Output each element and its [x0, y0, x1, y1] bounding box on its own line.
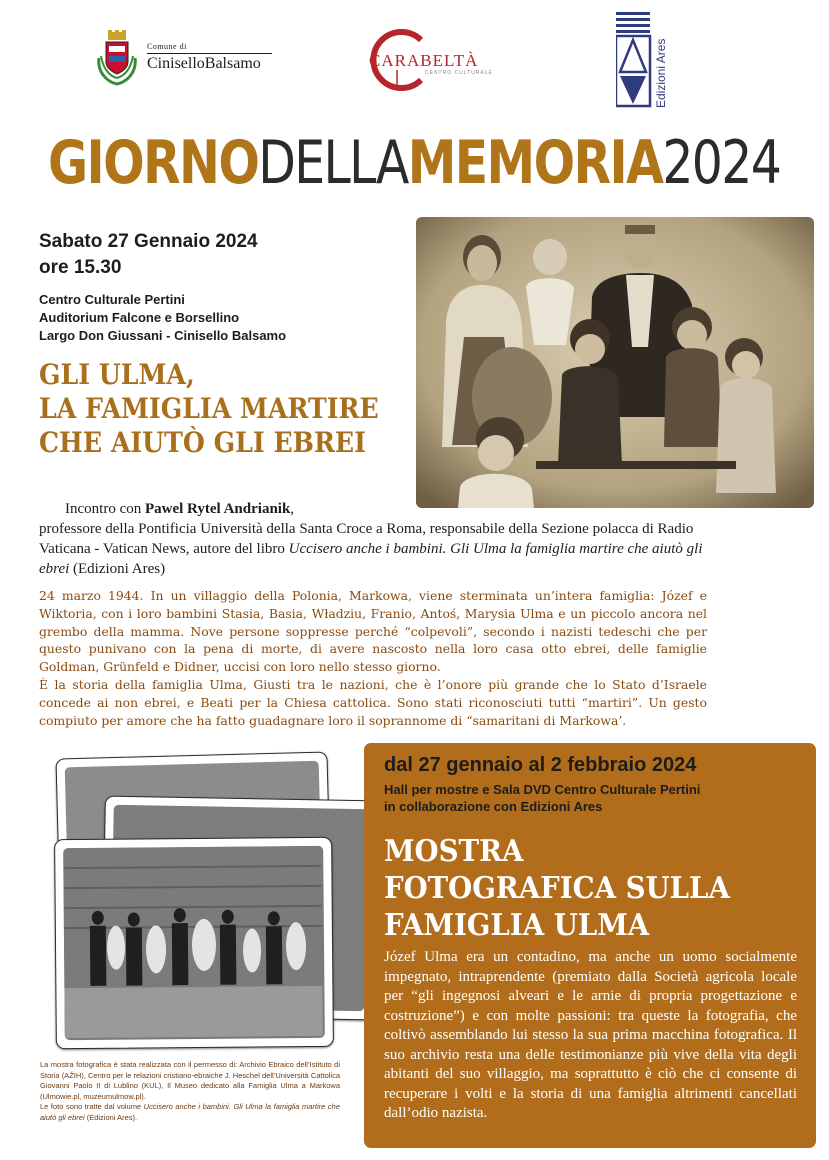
credits-main: La mostra fotografica è stata realizzata con il permesso di: Archivio Ebraico dell’Istituto di Storia (AŽIH), Centro per le relazioni cristiano-ebraiche J. Heschel dell’Università Cattolica Giovanni Paolo II di Lublino (KUL), Il Museo dedicato alla Famiglia Ulma a Markowa (Ulmowie.pl, muzeumulmow.pl).	[40, 1060, 340, 1101]
story-text	[39, 587, 707, 729]
credits-source	[40, 1102, 340, 1123]
headline-line: CHE AIUTÒ GLI EBREI	[39, 426, 366, 459]
event-date: Sabato 27 Gennaio 2024	[39, 231, 258, 252]
exhibition-title-line: MOSTRA	[384, 834, 524, 869]
exhibition-location	[384, 781, 700, 815]
headline-line: LA FAMIGLIA MARTIRE	[39, 392, 379, 425]
exhibition-title-line: FAMIGLIA ULMA	[384, 908, 650, 943]
exhibition-title-line: FOTOGRAFICA SULLA	[384, 871, 730, 906]
story-paragraph: È la storia della famiglia Ulma, Giusti tra le nazioni, che è l’onore più grande che lo Stato d’Israele concede ai non ebrei, e Beati per la Chiesa cattolica. Sono stati riconosciuti tutti “martiri”. Un gesto compiuto per amore che ha fatto guadagnare loro il soprannome di “samaritani di Markowa’.	[39, 676, 707, 728]
logo-edizioni-ares	[616, 12, 672, 110]
book-title: Uccisero anche i bambini. Gli Ulma la famiglia martire che aiutò gli ebrei	[39, 541, 703, 577]
story-paragraph: 24 marzo 1944. In un villaggio della Polonia, Markowa, viene sterminata un’intera famiglia: Józef e Wiktoria, con i loro bambini Stasia, Basia, Władziu, Franio, Antoś, Marysia Ulma e un piccolo ancora nel grembo della mamma. Nove persone soppresse perché “colpevoli”, secondo i nazisti tedeschi che per questo punivano con la pena di morte, di avere nascosto nella loro casa otto ebrei, delle famiglie Goldman, Grünfeld e Didner, uccisi con loro nello stesso giorno.	[39, 588, 707, 675]
venue-line: Largo Don Giussani - Cinisello Balsamo	[39, 328, 287, 343]
book-publisher: (Edizioni Ares)	[69, 561, 166, 577]
speaker-name: Pawel Rytel Andrianik	[144, 501, 291, 517]
headline-line: GLI ULMA,	[39, 358, 195, 391]
credits-lead: Le foto sono tratte dal volume	[40, 1102, 144, 1111]
photo-card-front	[54, 837, 334, 1049]
title-year: 2024	[662, 128, 781, 198]
comune-label: Comune di	[147, 42, 187, 51]
divider	[147, 53, 272, 54]
credits-publisher: (Edizioni Ares).	[84, 1112, 138, 1122]
location-line: Hall per mostre e Sala DVD Centro Culturale Pertini	[384, 782, 701, 797]
family-photo-image	[416, 217, 814, 508]
ares-mark-icon	[616, 12, 652, 108]
title-memoria: MEMORIA	[407, 128, 663, 198]
carabelta-sub: CENTRO CULTURALE	[425, 70, 493, 76]
exhibition-title	[384, 833, 730, 944]
carabelta-text: CARABELTÀ	[369, 51, 479, 70]
intro-paragraph	[39, 499, 707, 579]
intro-lead: Incontro con	[65, 501, 145, 517]
event-time: ore 15.30	[39, 257, 122, 278]
photo-card-image	[63, 846, 325, 1040]
family-photo	[416, 217, 814, 508]
logo-comune-cinisello	[95, 28, 285, 88]
location-line: in collaborazione con Edizioni Ares	[384, 799, 603, 814]
logo-carabelta	[365, 26, 500, 94]
title-giorno: GIORNO	[48, 128, 259, 198]
event-venue	[39, 291, 286, 345]
exhibition-description: Józef Ulma era un contadino, ma anche un uomo socialmente impegnato, intraprendente (premiato dalla Società agricola locale per “gli ingegnosi alveari e le arnie di propria progettazione e costruzione”) e con molte passioni: tra queste la fotografia, che coltivò assemblando lui stesso la sua prima macchina fotografica. Il suo archivio resta una delle testimonianze più vive della vita degli abitanti del suo villaggio, ma soprattutto è ciò che ci consente di recuperare i volti e la storia di una famiglia altrimenti cancellati dall’odio nazista.	[384, 949, 797, 1121]
intro-comma: ,	[290, 501, 295, 517]
group-photo-image	[63, 846, 323, 1038]
speaker-role: professore della Pontificia Università della Santa Croce a Roma, responsabile della Sezione polacca di Radio Vaticana - Vatican News, autore del libro	[39, 521, 694, 557]
venue-line: Auditorium Falcone e Borsellino	[39, 310, 240, 325]
exhibition-dates: dal 27 gennaio al 2 febbraio 2024	[384, 754, 697, 776]
ares-text: Edizioni Ares	[654, 38, 668, 108]
credits-book: Uccisero anche i bambini. Gli Ulma la famiglia martire che aiutò gli ebrei	[40, 1102, 340, 1122]
exhibition-credits	[40, 1060, 340, 1123]
event-headline	[39, 358, 379, 460]
comune-name: CiniselloBalsamo	[147, 55, 261, 72]
title-della: DELLA	[258, 128, 408, 198]
venue-line: Centro Culturale Pertini	[39, 292, 185, 307]
page-title	[48, 128, 781, 198]
event-datetime	[39, 229, 258, 281]
intro-first-line	[39, 499, 707, 519]
crest-icon	[95, 28, 139, 88]
